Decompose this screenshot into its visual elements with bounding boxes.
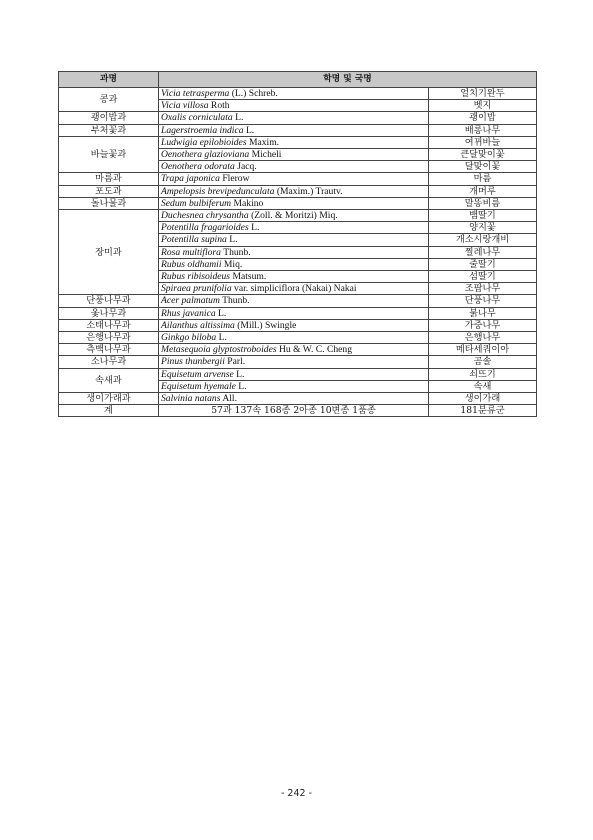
table-row xyxy=(59,295,537,307)
scientific-name: Duchesnea chrysantha xyxy=(161,210,249,222)
korean-name-cell: 쇠뜨기 xyxy=(429,368,537,380)
author-citation: L. xyxy=(229,234,238,246)
family-cell: 측백나무과 xyxy=(59,344,159,356)
header-family: 과명 xyxy=(59,72,159,88)
korean-name-cell: 양지꽃 xyxy=(429,222,537,234)
table-row xyxy=(59,185,537,197)
author-citation: L. xyxy=(245,124,255,136)
author-citation: Roth xyxy=(210,100,230,112)
table-row xyxy=(59,112,537,124)
scientific-name-cell xyxy=(159,112,429,124)
korean-name-cell: 달맞이꽃 xyxy=(429,161,537,173)
scientific-name: Ginkgo biloba xyxy=(161,332,217,344)
author-citation: (Mill.) Swingle xyxy=(237,319,297,331)
korean-name-cell: 메타세쿼이아 xyxy=(429,344,537,356)
scientific-name: Ailanthus altissima xyxy=(161,319,235,331)
total-label: 계 xyxy=(59,405,159,417)
family-cell: 포도과 xyxy=(59,185,159,197)
table-header xyxy=(59,72,537,88)
scientific-name: Oenothera glazioviana xyxy=(161,149,250,161)
scientific-name-cell xyxy=(159,332,429,344)
scientific-name: Salvinia natans xyxy=(161,393,221,405)
author-citation: L. xyxy=(235,112,244,124)
family-cell: 생이가래과 xyxy=(59,393,159,405)
scientific-name: Vicia tetrasperma xyxy=(161,88,230,99)
korean-name-cell: 얼치기완두 xyxy=(429,88,537,100)
scientific-name-cell xyxy=(159,283,429,295)
family-cell: 장미과 xyxy=(59,210,159,295)
scientific-name-cell xyxy=(159,100,429,112)
scientific-name-cell xyxy=(159,222,429,234)
table-row xyxy=(59,173,537,185)
table-footer xyxy=(59,405,537,417)
total-row xyxy=(59,405,537,417)
table-row xyxy=(59,88,537,100)
korean-name-cell: 줄딸기 xyxy=(429,258,537,270)
author-citation: Micheli xyxy=(251,149,282,161)
korean-name-cell: 곰솔 xyxy=(429,356,537,368)
scientific-name: Pinus thunbergii xyxy=(161,356,225,368)
author-citation: Hu & W. C. Cheng xyxy=(278,344,352,356)
scientific-name: Rhus javanica xyxy=(161,307,216,319)
scientific-name: Sedum bulbiferum xyxy=(161,197,232,209)
korean-name-cell: 조팝나무 xyxy=(429,283,537,295)
author-citation: (L.) Schreb. xyxy=(231,88,278,99)
author-citation: Matsum. xyxy=(232,271,267,283)
author-citation: Parl. xyxy=(227,356,246,368)
scientific-name-cell xyxy=(159,258,429,270)
author-citation: L. xyxy=(238,380,247,392)
scientific-name: Ampelopsis brevipedunculata xyxy=(161,185,275,197)
author-citation: (Zoll. & Moritzi) Miq. xyxy=(251,210,338,222)
family-cell: 소태나무과 xyxy=(59,319,159,331)
scientific-name-cell xyxy=(159,393,429,405)
family-cell: 괭이밥과 xyxy=(59,112,159,124)
author-citation: Thunb. xyxy=(223,246,251,258)
table-row xyxy=(59,368,537,380)
korean-name-cell: 괭이밥 xyxy=(429,112,537,124)
korean-name-cell: 은행나무 xyxy=(429,332,537,344)
species-table xyxy=(58,71,537,417)
scientific-name: Trapa japonica xyxy=(161,173,220,185)
table-row xyxy=(59,393,537,405)
family-cell: 부처꽃과 xyxy=(59,124,159,136)
family-cell: 바늘꽃과 xyxy=(59,136,159,173)
family-cell: 소나무과 xyxy=(59,356,159,368)
author-citation: var. simpliciflora (Nakai) Nakai xyxy=(234,283,357,295)
author-citation: Miq. xyxy=(223,258,243,270)
korean-name-cell: 배롱나무 xyxy=(429,124,537,136)
header-name: 학명 및 국명 xyxy=(159,72,537,88)
korean-name-cell: 말똥비름 xyxy=(429,197,537,209)
table-row xyxy=(59,210,537,222)
korean-name-cell: 벳지 xyxy=(429,100,537,112)
korean-name-cell: 속새 xyxy=(429,380,537,392)
korean-name-cell: 뱀딸기 xyxy=(429,210,537,222)
total-summary: 57과 137속 168종 2아종 10변종 1품종 xyxy=(159,405,429,417)
scientific-name: Rubus oldhamii xyxy=(161,258,222,270)
scientific-name-cell xyxy=(159,380,429,392)
table-row xyxy=(59,356,537,368)
table-body xyxy=(59,88,537,405)
scientific-name: Oenothera odorata xyxy=(161,161,235,173)
scientific-name: Rubus ribisoideus xyxy=(161,271,231,283)
total-count: 181분류군 xyxy=(429,405,537,417)
author-citation: (Maxim.) Trautv. xyxy=(276,185,343,197)
korean-name-cell: 가중나무 xyxy=(429,319,537,331)
author-citation: Thunb. xyxy=(222,295,250,307)
author-citation: L. xyxy=(218,307,227,319)
table-row xyxy=(59,344,537,356)
scientific-name-cell xyxy=(159,246,429,258)
family-cell: 은행나무과 xyxy=(59,332,159,344)
author-citation: Makino xyxy=(233,197,264,209)
scientific-name: Metasequoia glyptostroboides xyxy=(161,344,277,356)
author-citation: All. xyxy=(222,393,237,405)
korean-name-cell: 섬딸기 xyxy=(429,271,537,283)
korean-name-cell: 붉나무 xyxy=(429,307,537,319)
scientific-name: Equisetum hyemale xyxy=(161,380,236,392)
scientific-name-cell xyxy=(159,368,429,380)
scientific-name-cell xyxy=(159,197,429,209)
scientific-name-cell xyxy=(159,295,429,307)
korean-name-cell: 찔레나무 xyxy=(429,246,537,258)
table-row xyxy=(59,319,537,331)
korean-name-cell: 생이가래 xyxy=(429,393,537,405)
family-cell: 옻나무과 xyxy=(59,307,159,319)
scientific-name: Ludwigia epilobioides xyxy=(161,136,247,148)
table-row xyxy=(59,136,537,148)
table-row xyxy=(59,307,537,319)
table-row xyxy=(59,332,537,344)
scientific-name: Rosa multiflora xyxy=(161,246,221,258)
author-citation: Jacq. xyxy=(237,161,257,173)
family-cell: 마름과 xyxy=(59,173,159,185)
korean-name-cell: 단풍나무 xyxy=(429,295,537,307)
family-cell: 돌나물과 xyxy=(59,197,159,209)
scientific-name: Vicia villosa xyxy=(161,100,209,112)
family-cell: 단풍나무과 xyxy=(59,295,159,307)
scientific-name: Lagerstroemia indica xyxy=(161,124,244,136)
author-citation: L. xyxy=(236,368,245,380)
page-number: - 242 - xyxy=(280,788,313,799)
family-cell: 속새과 xyxy=(59,368,159,392)
scientific-name-cell xyxy=(159,271,429,283)
family-cell: 콩과 xyxy=(59,88,159,112)
scientific-name-cell xyxy=(159,173,429,185)
scientific-name-cell xyxy=(159,185,429,197)
author-citation: Maxim. xyxy=(248,136,280,148)
table-row xyxy=(59,124,537,136)
scientific-name: Potentilla supina xyxy=(161,234,227,246)
scientific-name-cell xyxy=(159,356,429,368)
scientific-name-cell xyxy=(159,124,429,136)
scientific-name-cell xyxy=(159,161,429,173)
scientific-name: Potentilla fragarioides xyxy=(161,222,249,234)
korean-name-cell: 개머루 xyxy=(429,185,537,197)
author-citation: L. xyxy=(218,332,227,344)
scientific-name: Spiraea prunifolia xyxy=(161,283,232,295)
korean-name-cell: 큰달맞이꽃 xyxy=(429,149,537,161)
scientific-name: Oxalis corniculata xyxy=(161,112,233,124)
author-citation: L. xyxy=(251,222,260,234)
korean-name-cell: 여뀌바늘 xyxy=(429,136,537,148)
scientific-name-cell xyxy=(159,136,429,148)
korean-name-cell: 마름 xyxy=(429,173,537,185)
scientific-name: Acer palmatum xyxy=(161,295,220,307)
scientific-name-cell xyxy=(159,234,429,246)
scientific-name-cell xyxy=(159,319,429,331)
scientific-name-cell xyxy=(159,149,429,161)
korean-name-cell: 개소시랑개비 xyxy=(429,234,537,246)
scientific-name-cell xyxy=(159,344,429,356)
scientific-name-cell xyxy=(159,210,429,222)
table-row xyxy=(59,197,537,209)
author-citation: Flerow xyxy=(222,173,250,185)
scientific-name: Equisetum arvense xyxy=(161,368,234,380)
scientific-name-cell xyxy=(159,307,429,319)
header-row xyxy=(59,72,537,88)
scientific-name-cell xyxy=(159,88,429,100)
